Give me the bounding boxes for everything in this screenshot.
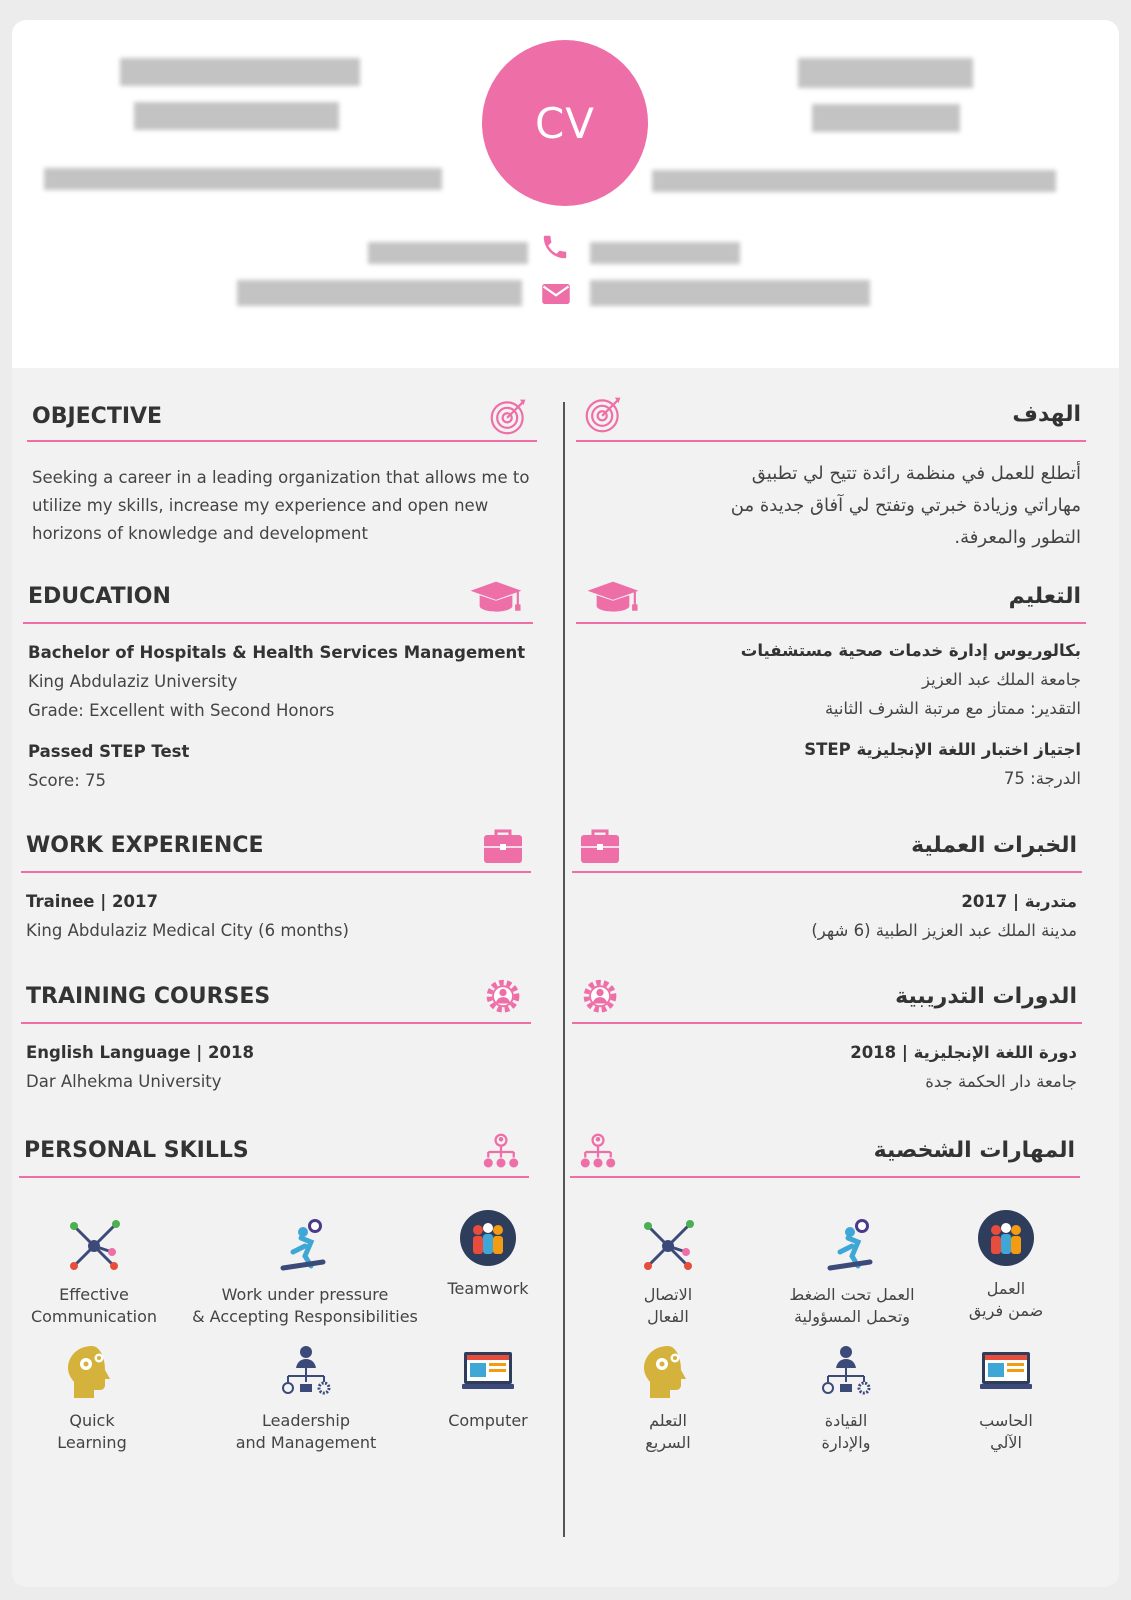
- computer-icon: [976, 1342, 1036, 1402]
- education-grade-ar: التقدير: ممتاز مع مرتبة الشرف الثانية: [825, 699, 1081, 718]
- head-gears-icon: [638, 1342, 698, 1402]
- redacted-name-en: [120, 58, 360, 86]
- skill-pressure-ar: [752, 1216, 952, 1328]
- skill-quick-learning-en: [12, 1342, 177, 1454]
- briefcase-icon: [481, 827, 525, 867]
- column-divider: [563, 402, 565, 1537]
- training-title-en: TRAINING COURSES: [26, 984, 271, 1009]
- education-university-ar: جامعة الملك عبد العزيز: [922, 670, 1081, 689]
- skill-label: Quick Learning: [57, 1411, 127, 1452]
- skill-label: التعلم السريع: [645, 1411, 691, 1452]
- skill-leadership-ar: [776, 1342, 916, 1454]
- redacted-name-ar: [798, 58, 973, 88]
- education-test-ar: اجتياز اختبار اللغة الإنجليزية STEP: [804, 740, 1081, 759]
- redacted-email-2: [590, 280, 870, 306]
- work-title-en: WORK EXPERIENCE: [26, 833, 264, 858]
- training-course-ar: دورة اللغة الإنجليزية | 2018: [850, 1043, 1077, 1062]
- teamwork-icon: [458, 1208, 518, 1268]
- skill-label: العمل تحت الضغط وتحمل المسؤولية: [789, 1285, 915, 1326]
- computer-icon: [458, 1342, 518, 1402]
- objective-body-ar: [576, 442, 1086, 554]
- training-header-en: [21, 978, 531, 1024]
- education-section-en: [23, 578, 533, 795]
- work-body-en: [21, 873, 531, 945]
- skill-computer-en: [423, 1342, 553, 1432]
- skill-work-under-pressure-en: [185, 1216, 425, 1328]
- pressure-person-icon: [822, 1216, 882, 1276]
- work-section-ar: [572, 827, 1082, 945]
- skill-label: Work under pressure & Accepting Responsibilities: [192, 1285, 418, 1326]
- training-header-ar: [572, 978, 1082, 1024]
- skills-section-ar: [570, 1132, 1080, 1178]
- objective-line-2-ar: مهاراتي وزيادة خبرتي وتفتح لي آفاق جديدة من: [730, 495, 1081, 516]
- work-role-ar: متدربة | 2017: [961, 892, 1077, 911]
- redacted-phone-1: [368, 242, 528, 264]
- skill-teamwork-ar: [936, 1208, 1076, 1322]
- gear-person-icon: [578, 978, 622, 1018]
- org-chart-icon: [479, 1132, 523, 1172]
- education-body-ar: [576, 624, 1086, 793]
- training-body-ar: [572, 1024, 1082, 1096]
- objective-section-ar: [576, 390, 1086, 554]
- skills-section-en: [19, 1132, 529, 1178]
- objective-line-2: utilize my skills, increase my experience and open new: [32, 496, 489, 515]
- education-body-en: [23, 624, 533, 795]
- education-title-en: EDUCATION: [28, 584, 171, 609]
- skill-label: القيادة والإدارة: [821, 1411, 871, 1452]
- skill-label: Leadership and Management: [235, 1411, 377, 1452]
- training-section-ar: [572, 978, 1082, 1096]
- training-place-ar: جامعة دار الحكمة جدة: [925, 1072, 1077, 1091]
- objective-title-en: OBJECTIVE: [32, 404, 163, 429]
- target-icon: [487, 396, 531, 436]
- work-title-ar: الخبرات العملية: [911, 833, 1077, 858]
- training-body-en: [21, 1024, 531, 1096]
- training-title-ar: الدورات التدريبية: [895, 984, 1077, 1009]
- training-section-en: [21, 978, 531, 1096]
- objective-body-en: [27, 442, 537, 548]
- pressure-person-icon: [275, 1216, 335, 1276]
- skills-header-en: [19, 1132, 529, 1178]
- skill-label: Teamwork: [447, 1279, 529, 1298]
- objective-line-1: Seeking a career in a leading organization that allows me to: [32, 468, 530, 487]
- education-score-ar: الدرجة: 75: [1003, 769, 1081, 788]
- redacted-title-ar: [812, 104, 960, 132]
- skill-quick-learning-ar: [598, 1342, 738, 1454]
- briefcase-icon: [578, 827, 622, 867]
- work-body-ar: [572, 873, 1082, 945]
- org-chart-icon: [576, 1132, 620, 1172]
- education-header-ar: [576, 578, 1086, 624]
- education-grade-en: Grade: Excellent with Second Honors: [28, 701, 335, 720]
- network-icon: [64, 1216, 124, 1276]
- skill-label: Effective Communication: [30, 1285, 158, 1326]
- objective-line-3: horizons of knowledge and development: [32, 524, 368, 543]
- skills-grid-en: [17, 1216, 537, 1476]
- redacted-phone-2: [590, 242, 740, 264]
- phone-icon: [540, 232, 570, 262]
- gear-person-icon: [481, 978, 525, 1018]
- graduation-cap-icon: [582, 578, 644, 618]
- skill-teamwork-en: [423, 1208, 553, 1300]
- objective-line-3-ar: التطور والمعرفة.: [954, 527, 1081, 548]
- skills-title-en: PERSONAL SKILLS: [24, 1138, 249, 1163]
- skill-effective-communication-en: [12, 1216, 179, 1328]
- redacted-title-en: [134, 102, 339, 130]
- header: [12, 20, 1119, 368]
- skills-header-ar: [570, 1132, 1080, 1178]
- leadership-icon: [816, 1342, 876, 1402]
- skill-leadership-en: [201, 1342, 411, 1454]
- skills-grid-ar: [572, 1216, 1092, 1476]
- leadership-icon: [276, 1342, 336, 1402]
- cv-page: [12, 20, 1119, 1587]
- education-section-ar: [576, 578, 1086, 793]
- education-test-en: Passed STEP Test: [28, 742, 190, 761]
- education-header-en: [23, 578, 533, 624]
- graduation-cap-icon: [465, 578, 527, 618]
- work-place-en: King Abdulaziz Medical City (6 months): [26, 921, 349, 940]
- cv-label: CV: [534, 98, 596, 148]
- work-header-en: [21, 827, 531, 873]
- skill-computer-ar: [936, 1342, 1076, 1454]
- objective-section-en: [27, 390, 537, 548]
- skill-label: الاتصال الفعال: [643, 1285, 693, 1326]
- skill-label: العمل ضمن فريق: [968, 1279, 1044, 1320]
- work-place-ar: مدينة الملك عبد العزيز الطبية (6 شهر): [811, 921, 1077, 940]
- work-section-en: [21, 827, 531, 945]
- network-icon: [638, 1216, 698, 1276]
- education-score-en: Score: 75: [28, 771, 107, 790]
- skill-label: الحاسب الآلي: [979, 1411, 1033, 1452]
- education-degree-ar: بكالوريوس إدارة خدمات صحية مستشفيات: [740, 641, 1081, 660]
- education-title-ar: التعليم: [1008, 584, 1081, 609]
- objective-header-en: [27, 390, 537, 442]
- target-icon: [582, 394, 626, 434]
- education-university-en: King Abdulaziz University: [28, 672, 238, 691]
- work-header-ar: [572, 827, 1082, 873]
- skill-communication-ar: [598, 1216, 738, 1328]
- email-icon: [541, 282, 571, 306]
- redacted-address-ar: [652, 170, 1056, 192]
- objective-line-1-ar: أتطلع للعمل في منظمة رائدة تتيح لي تطبيق: [751, 463, 1081, 484]
- redacted-address-en: [44, 168, 442, 190]
- head-gears-icon: [62, 1342, 122, 1402]
- training-place-en: Dar Alhekma University: [26, 1072, 222, 1091]
- redacted-email-1: [237, 280, 522, 306]
- cv-badge: [482, 40, 648, 206]
- teamwork-icon: [976, 1208, 1036, 1268]
- skill-label: Computer: [448, 1411, 528, 1430]
- training-course-en: English Language | 2018: [26, 1043, 254, 1062]
- education-degree-en: Bachelor of Hospitals & Health Services Management: [28, 643, 526, 662]
- objective-header-ar: [576, 390, 1086, 442]
- work-role-en: Trainee | 2017: [26, 892, 158, 911]
- skills-title-ar: المهارات الشخصية: [873, 1138, 1075, 1163]
- objective-title-ar: الهدف: [1012, 402, 1081, 427]
